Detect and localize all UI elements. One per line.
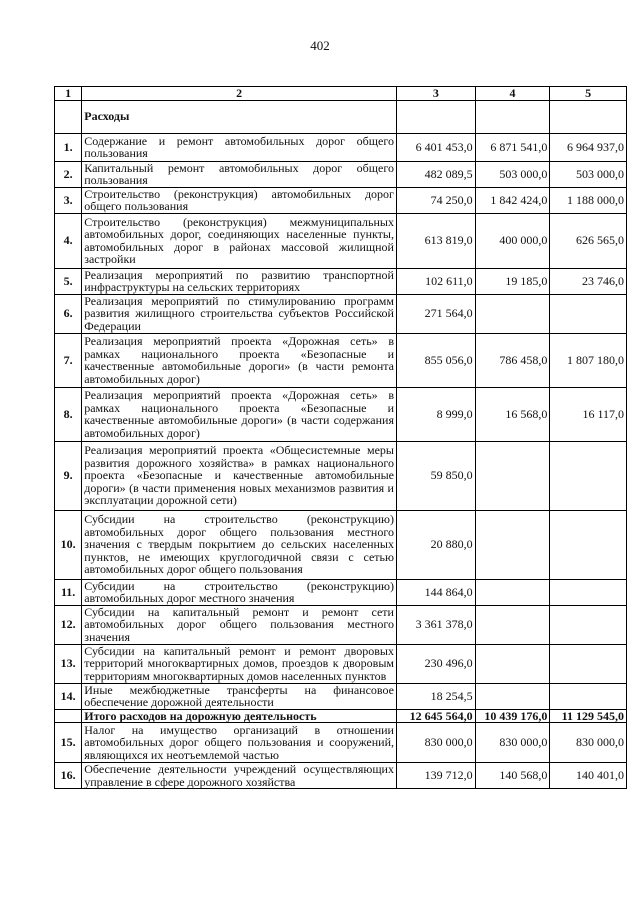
value-col-4: 400 000,0	[475, 213, 550, 268]
section-empty-cell	[396, 100, 475, 133]
header-col-1: 1	[55, 87, 82, 101]
row-description: Субсидии на капитальный ремонт и ремонт сети автомобильных дорог общего пользования местного значения	[82, 605, 397, 644]
value-col-4	[475, 579, 550, 605]
value-col-5: 830 000,0	[550, 723, 627, 763]
value-col-3: 613 819,0	[396, 213, 475, 268]
row-description: Строительство (реконструкция) автомобильных дорог общего пользования	[82, 187, 397, 213]
row-number: 10.	[55, 510, 82, 579]
section-empty-cell	[475, 100, 550, 133]
table-row	[55, 333, 627, 387]
value-col-3: 12 645 564,0	[396, 709, 475, 723]
row-number: 7.	[55, 333, 82, 387]
row-description: Строительство (реконструкция) межмуниципальных автомобильных дорог, соединяющих населенные пункты, автомобильных дорог в районах массовой жилищной застройки	[82, 213, 397, 268]
table-row	[55, 579, 627, 605]
row-number: 5.	[55, 268, 82, 294]
row-description: Налог на имущество организаций в отношении автомобильных дорог общего пользования и сооружений, являющихся их неотъемлемой частью	[82, 723, 397, 763]
row-description: Иные межбюджетные трансферты на финансовое обеспечение дорожной деятельности	[82, 683, 397, 709]
row-number: 8.	[55, 387, 82, 441]
row-description: Субсидии на строительство (реконструкцию) автомобильных дорог общего пользования местного значения с твердым покрытием до сельских населенных пунктов, не имеющих круглогодичной связи с сетью автомобильных дорог общего пользования	[82, 510, 397, 579]
value-col-5: 503 000,0	[550, 161, 627, 187]
value-col-5	[550, 605, 627, 644]
value-col-4: 6 871 541,0	[475, 133, 550, 161]
value-col-5: 626 565,0	[550, 213, 627, 268]
row-number: 2.	[55, 161, 82, 187]
row-number: 12.	[55, 605, 82, 644]
row-number: 6.	[55, 294, 82, 333]
row-number: 14.	[55, 683, 82, 709]
value-col-5	[550, 441, 627, 510]
value-col-5: 16 117,0	[550, 387, 627, 441]
value-col-5	[550, 683, 627, 709]
row-number: 3.	[55, 187, 82, 213]
value-col-3: 230 496,0	[396, 644, 475, 683]
section-num-cell	[55, 100, 82, 133]
value-col-5	[550, 510, 627, 579]
value-col-5: 140 401,0	[550, 763, 627, 789]
row-description: Субсидии на строительство (реконструкцию) автомобильных дорог местного значения	[82, 579, 397, 605]
value-col-3: 144 864,0	[396, 579, 475, 605]
table-row	[55, 387, 627, 441]
value-col-3: 3 361 378,0	[396, 605, 475, 644]
expenditure-table	[54, 86, 627, 789]
row-number	[55, 709, 82, 723]
value-col-3: 18 254,5	[396, 683, 475, 709]
value-col-5	[550, 579, 627, 605]
row-number: 15.	[55, 723, 82, 763]
table-row	[55, 644, 627, 683]
row-number: 9.	[55, 441, 82, 510]
value-col-3: 482 089,5	[396, 161, 475, 187]
value-col-5: 1 807 180,0	[550, 333, 627, 387]
value-col-3: 6 401 453,0	[396, 133, 475, 161]
header-col-5: 5	[550, 87, 627, 101]
value-col-3: 59 850,0	[396, 441, 475, 510]
row-number: 4.	[55, 213, 82, 268]
value-col-3: 8 999,0	[396, 387, 475, 441]
value-col-3: 271 564,0	[396, 294, 475, 333]
table-row	[55, 510, 627, 579]
section-row	[55, 100, 627, 133]
row-description: Итого расходов на дорожную деятельность	[82, 709, 397, 723]
value-col-3: 102 611,0	[396, 268, 475, 294]
value-col-3: 139 712,0	[396, 763, 475, 789]
value-col-3: 20 880,0	[396, 510, 475, 579]
value-col-3: 74 250,0	[396, 187, 475, 213]
value-col-4	[475, 644, 550, 683]
value-col-4: 786 458,0	[475, 333, 550, 387]
value-col-4: 503 000,0	[475, 161, 550, 187]
value-col-4: 830 000,0	[475, 723, 550, 763]
row-number: 11.	[55, 579, 82, 605]
table-row	[55, 294, 627, 333]
row-number: 16.	[55, 763, 82, 789]
table-row	[55, 683, 627, 709]
section-title: Расходы	[82, 100, 397, 133]
value-col-5: 11 129 545,0	[550, 709, 627, 723]
row-description: Обеспечение деятельности учреждений осуществляющих управление в сфере дорожного хозяйства	[82, 763, 397, 789]
value-col-3: 855 056,0	[396, 333, 475, 387]
row-description: Субсидии на капитальный ремонт и ремонт дворовых территорий многоквартирных домов, проездов к дворовым территориям многоквартирных домов населенных пунктов	[82, 644, 397, 683]
row-number: 1.	[55, 133, 82, 161]
value-col-4	[475, 683, 550, 709]
page-number: 402	[310, 38, 330, 53]
table-row	[55, 763, 627, 789]
row-description: Капитальный ремонт автомобильных дорог общего пользования	[82, 161, 397, 187]
row-description: Реализация мероприятий проекта «Дорожная сеть» в рамках национального проекта «Безопасные и качественные автомобильные дороги» (в части ремонта автомобильных дорог)	[82, 333, 397, 387]
row-number: 13.	[55, 644, 82, 683]
table-row	[55, 605, 627, 644]
table-row	[55, 161, 627, 187]
value-col-5: 1 188 000,0	[550, 187, 627, 213]
header-col-2: 2	[82, 87, 397, 101]
row-description: Реализация мероприятий по стимулированию программ развития жилищного строительства субъектов Российской Федерации	[82, 294, 397, 333]
header-col-4: 4	[475, 87, 550, 101]
value-col-4: 140 568,0	[475, 763, 550, 789]
section-empty-cell	[550, 100, 627, 133]
value-col-4	[475, 605, 550, 644]
value-col-4	[475, 510, 550, 579]
table-row	[55, 213, 627, 268]
table-row	[55, 723, 627, 763]
row-description: Реализация мероприятий проекта «Общесистемные меры развития дорожного хозяйства» в рамках национального проекта «Безопасные и качественные автомобильные дороги» (в части применения новых механизмов развития и эксплуатации дорожной сети)	[82, 441, 397, 510]
table-row	[55, 268, 627, 294]
value-col-4: 16 568,0	[475, 387, 550, 441]
value-col-5	[550, 644, 627, 683]
row-description: Содержание и ремонт автомобильных дорог общего пользования	[82, 133, 397, 161]
value-col-4	[475, 294, 550, 333]
table-row	[55, 187, 627, 213]
value-col-4: 19 185,0	[475, 268, 550, 294]
header-col-3: 3	[396, 87, 475, 101]
value-col-5: 23 746,0	[550, 268, 627, 294]
value-col-4	[475, 441, 550, 510]
value-col-3: 830 000,0	[396, 723, 475, 763]
table-row	[55, 441, 627, 510]
header-row	[55, 87, 627, 101]
value-col-5: 6 964 937,0	[550, 133, 627, 161]
total-row	[55, 709, 627, 723]
table-row	[55, 133, 627, 161]
row-description: Реализация мероприятий проекта «Дорожная сеть» в рамках национального проекта «Безопасные и качественные автомобильные дороги» (в части содержания автомобильных дорог)	[82, 387, 397, 441]
value-col-4: 1 842 424,0	[475, 187, 550, 213]
value-col-5	[550, 294, 627, 333]
row-description: Реализация мероприятий по развитию транспортной инфраструктуры на сельских территориях	[82, 268, 397, 294]
value-col-4: 10 439 176,0	[475, 709, 550, 723]
